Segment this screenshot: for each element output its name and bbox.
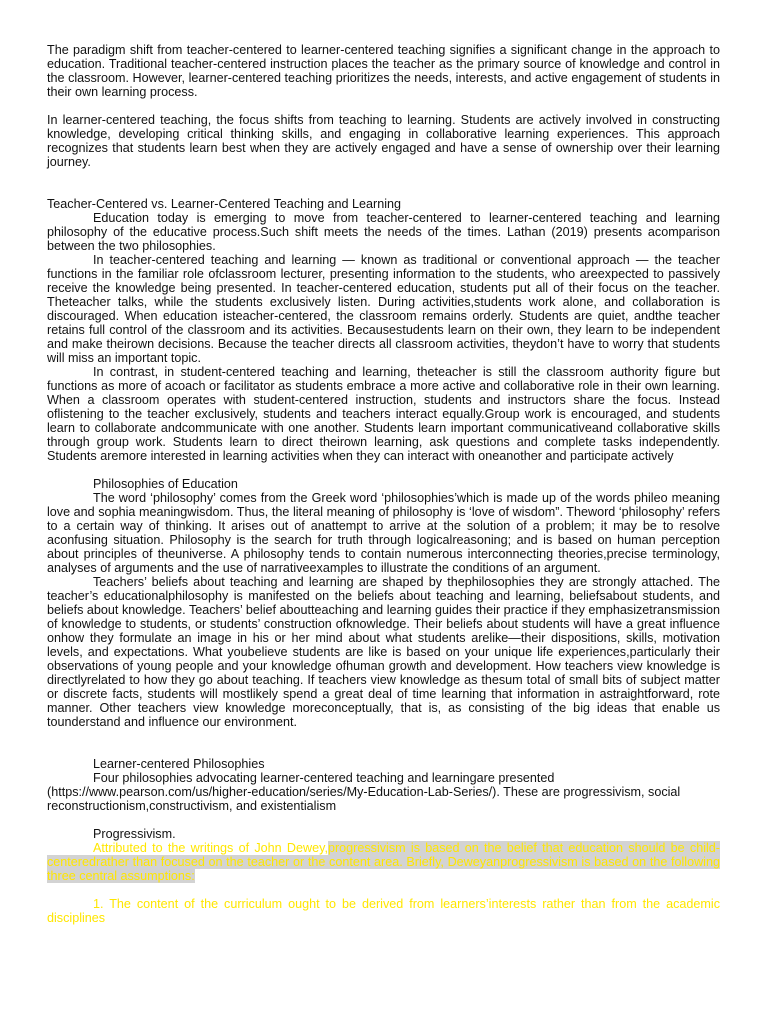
body-paragraph: (https://www.pearson.com/us/higher-education/series/My-Education-Lab-Series/). These are progressivism, social reconstructionism,constructivism, and existentialism (47, 785, 681, 813)
body-paragraph: In contrast, in student-centered teaching and learning, theteacher is still the classroom authority figure but functions as more of acoach or facilitator as students embrace a more active and collaborative role in their own learning. When a classroom operates with student-centered instruction, students and instructors share the focus. Instead oflistening to the teacher exclusively, students and teachers interact equally.Group work is encouraged, and students learn to collaborate andcommunicate with one another. Students learn important communicativeand collaborative skills through group work. Students learn to direct theirown learning, ask questions and complete tasks independently. Students aremore interested in learning activities when they can interact with oneanother and participate actively (47, 365, 720, 463)
section-heading-philosophies: Philosophies of Education (93, 477, 238, 491)
body-paragraph: Four philosophies advocating learner-centered teaching and learningare presented (93, 771, 555, 785)
body-paragraph: The word ‘philosophy’ comes from the Greek word ‘philosophies’which is made up of the words phileo meaning love and sophia meaningwisdom. Thus, the literal meaning of philosophy is ‘love of wisdom”. Theword ‘philosophy’ refers to a certain way of thinking. It arises out of anattempt to arrive at the solution of a problem; it may be to resolve aconfusing situation. Philosophy is the search for truth through logicalreasoning; and is based on human perception about principles of theuniverse. A philosophy tends to contain numerous interconnecting theories,precise terminology, analyses of arguments and the use of narrativeexamples to illustrate the conditions of an argument. (47, 491, 720, 575)
intro-paragraph-1: The paradigm shift from teacher-centered to learner-centered teaching signifies a significant change in the approach to education. Traditional teacher-centered instruction places the teacher as the primary source of knowledge and control in the classroom. However, learner-centered teaching prioritizes the needs, interests, and active engagement of students in their own learning process. (47, 43, 720, 99)
body-paragraph: Teachers’ beliefs about teaching and learning are shaped by thephilosophies they are strongly attached. The teacher’s educationalphilosophy is manifested on the beliefs about teaching and learning, beliefsabout students, and beliefs about knowledge. Teachers’ belief aboutteaching and learning guides their practice if they emphasizetransmission of knowledge to students, or students’ construction ofknowledge. Their beliefs about students will have a great influence onhow they formulate an image in his or her mind about what students arelike—their dispositions, skills, motivation levels, and expectations. What youbelieve students are like is based on your unique life experiences,particularly their observations of young people and your knowledge ofhuman growth and development. How teachers view knowledge is directlyrelated to how they go about teaching. If teachers view knowledge as thesum total of small bits of subject matter or discrete facts, students will mostlikely spend a great deal of time learning that information in astraightforward, rote manner. Other teachers view knowledge moreconceptually, that is, as consisting of the big ideas that enable us tounderstand and influence our environment. (47, 575, 720, 729)
intro-paragraph-2: In learner-centered teaching, the focus shifts from teaching to learning. Students are actively involved in constructing knowledge, developing critical thinking skills, and engaging in collaborative learning experiences. This approach recognizes that students learn best when they are actively engaged and have a sense of ownership over their learning journey. (47, 113, 720, 169)
section-heading-teacher-vs-learner: Teacher-Centered vs. Learner-Centered Teaching and Learning (47, 197, 402, 211)
progressivism-lead-text: Attributed to the writings of John Dewey, (93, 841, 328, 855)
body-paragraph: Education today is emerging to move from teacher-centered to learner-centered teaching and learning philosophy of the educative process.Such shift meets the needs of the times. Lathan (2019) presents acomparison between the two philosophies. (47, 211, 720, 253)
highlighted-paragraph (47, 841, 720, 883)
body-paragraph: In teacher-centered teaching and learning — known as traditional or conventional approach — the teacher functions in the familiar role ofclassroom lecturer, presenting information to the students, who areexpected to passively receive the knowledge being presented. In teacher-centered education, students put all of their focus on the teacher. Theteacher talks, while the students exclusively listen. During activities,students work alone, and collaboration is discouraged. When education isteacher-centered, the classroom remains orderly. Students are quiet, andthe teacher retains full control of the classroom and its activities. Becausestudents learn on their own, they learn to be independent and make theirown decisions. Because the teacher directs all classroom activities, theydon’t have to worry that students will miss an important topic. (47, 253, 720, 365)
highlighted-text: progressivism is based on the belief that education should be child-centeredrather than focused on the teacher or the content area. Briefly, Deweyanprogressivism is based on the following three central assumptions: (47, 841, 720, 883)
list-item: 1. The content of the curriculum ought to be derived from learners’interests rather than from the academic disciplines (47, 897, 720, 925)
document-page (47, 43, 720, 925)
section-heading-progressivism: Progressivism. (93, 827, 176, 841)
section-heading-learner-centered: Learner-centered Philosophies (93, 757, 265, 771)
